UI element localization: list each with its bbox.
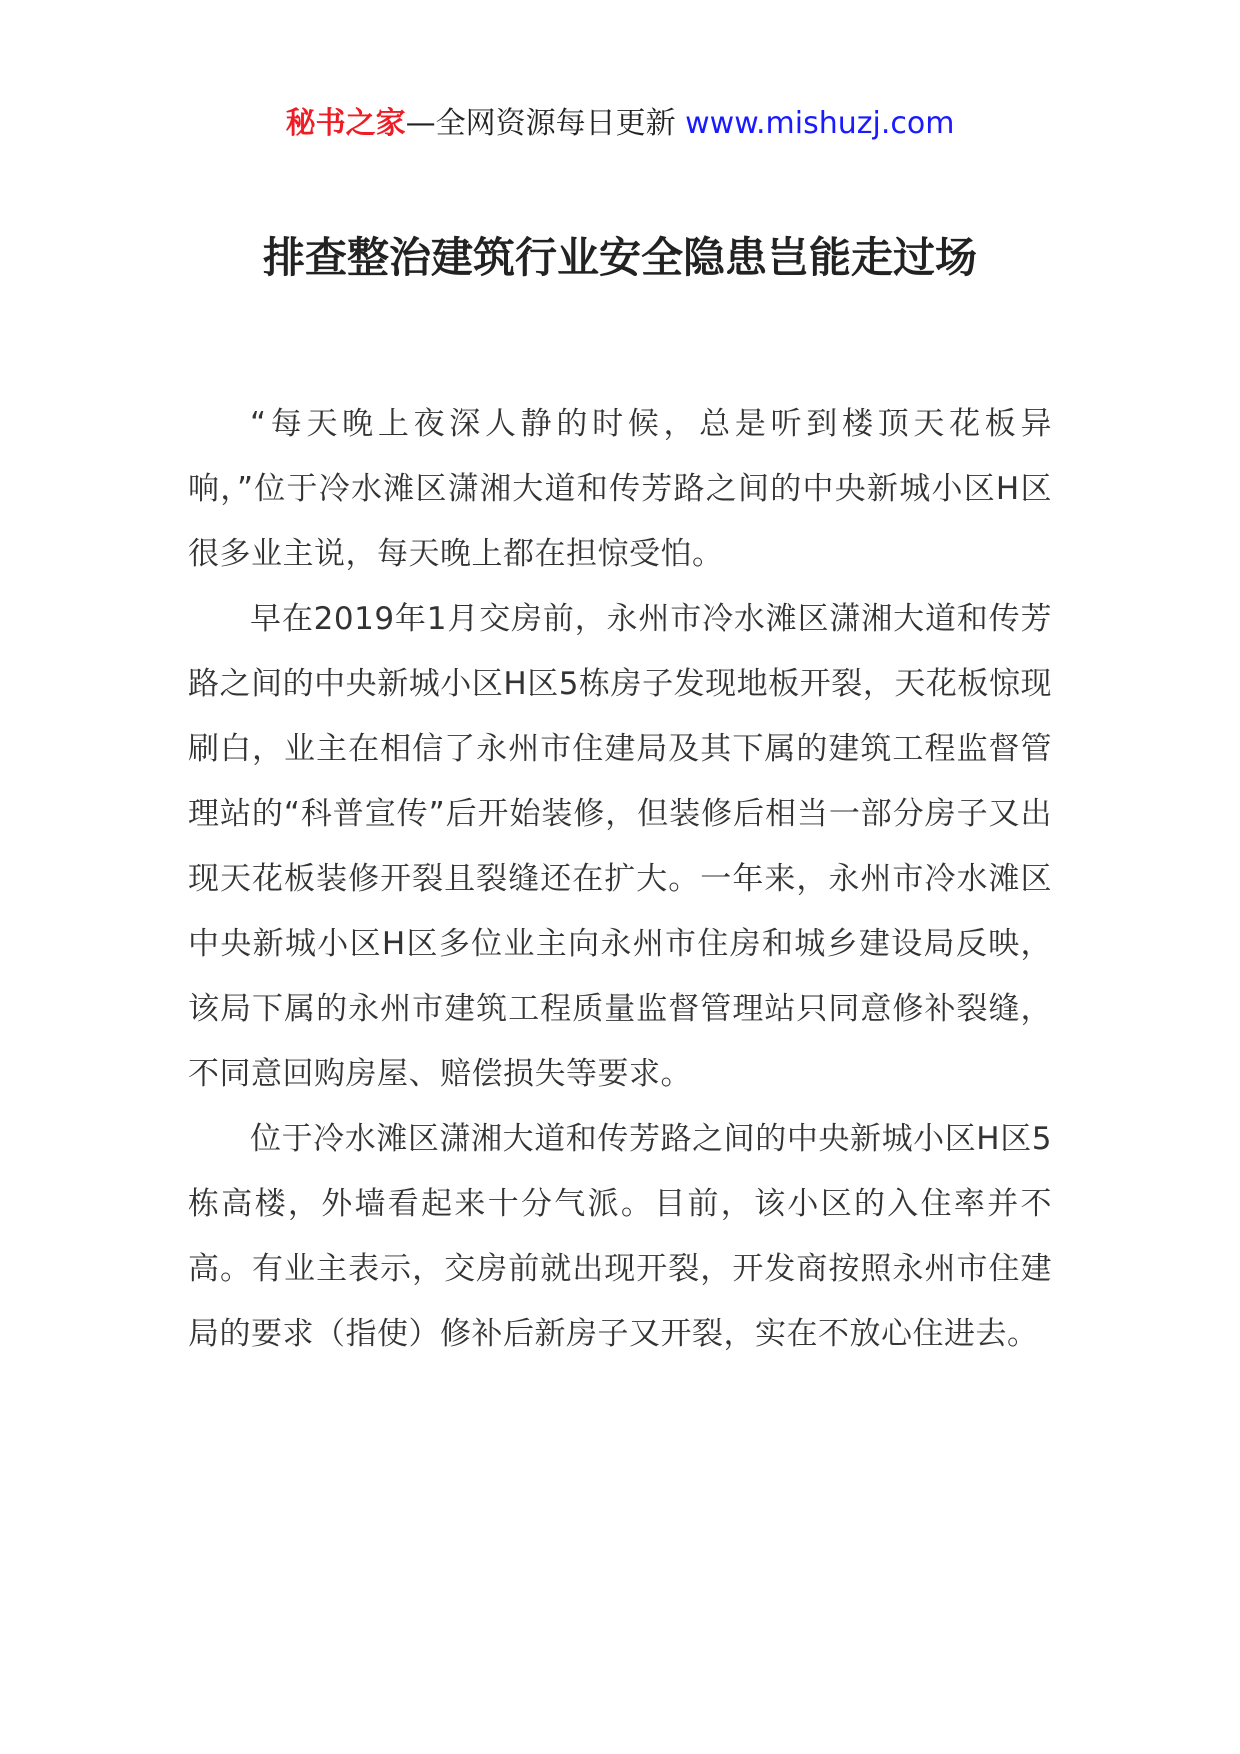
paragraph-3: 位于冷水滩区潇湘大道和传芳路之间的中央新城小区H区5栋高楼，外墙看起来十分气派。目前，该小区的入住率并不高。有业主表示，交房前就出现开裂，开发商按照永州市住建局的要求（指使）修补后新房子又开裂，实在不放心住进去。 xyxy=(188,1121,1052,1352)
document-body xyxy=(188,392,1052,1367)
brand-name: 秘书之家 xyxy=(285,106,406,141)
paragraph-2: 早在2019年1月交房前，永州市冷水滩区潇湘大道和传芳路之间的中央新城小区H区5栋房子发现地板开裂，天花板惊现刷白，业主在相信了永州市住建局及其下属的建筑工程监督管理站的“科普宣传”后开始装修，但装修后相当一部分房子又出现天花板装修开裂且裂缝还在扩大。一年来，永州市冷水滩区中央新城小区H区多位业主向永州市住房和城乡建设局反映，该局下属的永州市建筑工程质量监督管理站只同意修补裂缝，不同意回购房屋、赔偿损失等要求。 xyxy=(188,601,1052,1092)
document-title: 排查整治建筑行业安全隐患岂能走过场 xyxy=(262,233,977,282)
site-header xyxy=(0,102,1240,146)
header-tagline: —全网资源每日更新 xyxy=(405,106,676,141)
paragraph-1: “每天晚上夜深人静的时候，总是听到楼顶天花板异响，”位于冷水滩区潇湘大道和传芳路之间的中央新城小区H区很多业主说，每天晚上都在担惊受怕。 xyxy=(188,406,1052,572)
site-url-link[interactable]: www.mishuzj.com xyxy=(685,106,955,141)
